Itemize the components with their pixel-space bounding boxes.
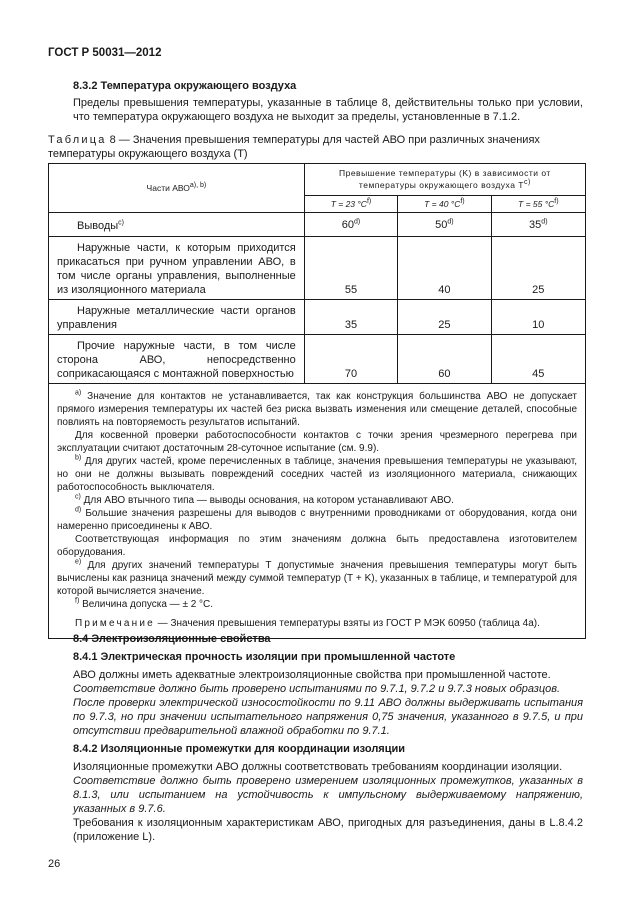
header-parts bbox=[49, 164, 305, 213]
footnote-b bbox=[57, 455, 577, 494]
row-value: 25 bbox=[491, 237, 585, 300]
header-t55 bbox=[491, 196, 585, 213]
table-row bbox=[49, 335, 586, 384]
table-notes-row bbox=[49, 384, 586, 639]
value: 60 bbox=[341, 218, 354, 231]
value: 35 bbox=[529, 218, 542, 231]
row-part bbox=[49, 213, 305, 237]
row-value bbox=[304, 213, 397, 237]
row-value: 10 bbox=[491, 300, 585, 335]
page-number: 26 bbox=[48, 858, 61, 870]
subsection-title: 8.4.1 Электрическая прочность изоляции при промышленной частоте bbox=[73, 651, 456, 663]
footnote-ref: f) bbox=[460, 198, 465, 206]
footnote-text: Для других значений температуры T допустимые значения превышения температуры могут быть вычислены как разница значений между суммой температур (T + K), указанных в таблице, и температурой для которой вычисляется значение. bbox=[57, 560, 577, 597]
footnote-mark: b) bbox=[75, 454, 82, 462]
header-t23 bbox=[304, 196, 397, 213]
footnote-text: Для других частей, кроме перечисленных в таблице, значения превышения температуры не указывают, но они не должны вызывать повреждений соседних частей из изоляционного материала, снижающих работоспособность выключателя. bbox=[57, 456, 577, 493]
row-value bbox=[491, 213, 585, 237]
paragraph: Соответствие должно быть проверено измерением изоляционных промежутков, указанных в 8.1.3, или испытанием на устойчивость к импульсному выдерживаемому напряжению, указанных в 9.7.6. bbox=[73, 775, 583, 815]
footnote-d-cont: Соответствующая информация по этим значениям должна быть предоставлена изготовителем оборудования. bbox=[57, 534, 577, 558]
footnote-ref: f) bbox=[366, 198, 372, 206]
footnote-ref: f) bbox=[554, 198, 559, 206]
row-value: 35 bbox=[304, 300, 397, 335]
row-value: 55 bbox=[304, 237, 397, 300]
footnote-ref: d) bbox=[447, 217, 454, 225]
footnote-ref: a), b) bbox=[189, 182, 207, 190]
row-part: Прочие наружные части, в том числе сторона АВО, непосредственно соприкасающаяся с монтажной поверхностью bbox=[49, 335, 305, 384]
header-parts-label: Части АВО bbox=[146, 183, 190, 193]
header-rise-label: Превышение температуры (K) в зависимости от температуры окружающего воздуха T bbox=[338, 168, 551, 190]
row-value: 70 bbox=[304, 335, 397, 384]
footnote-d bbox=[57, 507, 577, 533]
table-notes bbox=[49, 384, 586, 639]
footnote-ref: d) bbox=[541, 217, 548, 225]
footnote-text: Величина допуска — ± 2 °C. bbox=[82, 599, 214, 610]
table-row bbox=[49, 237, 586, 300]
row-value: 60 bbox=[398, 335, 491, 384]
table-row bbox=[49, 300, 586, 335]
section-title: 8.3.2 Температура окружающего воздуха bbox=[73, 80, 297, 92]
section-title: 8.4 Электроизоляционные свойства bbox=[73, 633, 271, 645]
table-caption-label: Таблица bbox=[48, 134, 107, 146]
paragraph: Изоляционные промежутки АВО должны соответствовать требованиям координации изоляции. bbox=[73, 761, 563, 773]
row-value: 40 bbox=[398, 237, 491, 300]
row-value: 45 bbox=[491, 335, 585, 384]
section-8-3-2 bbox=[73, 79, 583, 124]
note-label: Примечание bbox=[75, 618, 155, 629]
paragraph: Требования к изоляционным характеристикам АВО, пригодных для разъединения, даны в L.8.4.2 (приложение L). bbox=[73, 817, 583, 843]
footnote-a bbox=[57, 390, 577, 429]
footnote-ref: c) bbox=[523, 179, 531, 187]
footnote-e bbox=[57, 559, 577, 598]
paragraph: После проверки электрической износостойкости по 9.11 АВО должны выдерживать испытания по 9.7.3, но при значении испытательного напряжения 0,75 значения, указанного в 9.7.5, и при отсутствии предварительной влажной обработки по 9.7.1. bbox=[73, 697, 583, 737]
footnote-mark: e) bbox=[75, 558, 82, 566]
footnote-text: Для АВО втычного типа — выводы основания, на котором устанавливают АВО. bbox=[83, 495, 454, 506]
paragraph: Пределы превышения температуры, указанные в таблице 8, действительны только при условии, что температура окружающего воздуха не выходит за пределы, установленные в 7.1.2. bbox=[73, 97, 583, 123]
row-part: Наружные части, к которым приходится прикасаться при ручном управлении АВО, в том числе органы управления, выполненные из изоляционного материала bbox=[49, 237, 305, 300]
footnote-mark: f) bbox=[75, 597, 80, 605]
paragraph: АВО должны иметь адекватные электроизоляционные свойства при промышленной частоте. bbox=[73, 669, 551, 681]
footnote-f bbox=[57, 598, 577, 611]
footnote-text: Значение для контактов не устанавливается, так как конструкция большинства АВО не допускает прямого измерения температуры их частей без риска вызвать изменения или смещение деталей, способные повлиять на повторяемость результатов испытаний. bbox=[57, 391, 577, 428]
header-t23-label: T = 23 °C bbox=[330, 199, 367, 209]
note-text: — Значения превышения температуры взяты из ГОСТ Р МЭК 60950 (таблица 4a). bbox=[157, 618, 540, 629]
table-caption bbox=[48, 133, 586, 161]
document-header: ГОСТ Р 50031—2012 bbox=[48, 47, 162, 59]
header-rise bbox=[304, 164, 585, 196]
footnote-mark: d) bbox=[75, 506, 82, 514]
table-row bbox=[49, 213, 586, 237]
footnote-ref: c) bbox=[118, 218, 125, 226]
temperature-rise-table bbox=[48, 163, 586, 639]
footnote-ref: d) bbox=[353, 217, 361, 225]
header-t55-label: T = 55 °C bbox=[518, 199, 555, 209]
header-t40 bbox=[398, 196, 491, 213]
header-t40-label: T = 40 °C bbox=[424, 199, 461, 209]
footnote-mark: c) bbox=[75, 493, 81, 501]
table-caption-text: 8 — Значения превышения температуры для частей АВО при различных значениях температуры окружающего воздуха (T) bbox=[48, 134, 540, 160]
paragraph: Соответствие должно быть проверено испытаниями по 9.7.1, 9.7.2 и 9.7.3 новых образцов. bbox=[73, 683, 561, 695]
footnote-text: Большие значения разрешены для выводов с внутренними проводниками от оборудования, когда они намеренно присоединены к АВО. bbox=[57, 508, 577, 532]
row-part: Наружные металлические части органов управления bbox=[49, 300, 305, 335]
footnote-a-cont: Для косвенной проверки работоспособности контактов с точки зрения чрезмерного перегрева при эксплуатации считают достаточным 28-суточное испытание (см. 9.9). bbox=[57, 430, 577, 454]
section-8-4 bbox=[73, 632, 583, 844]
row-value bbox=[398, 213, 491, 237]
footnote-mark: a) bbox=[75, 389, 82, 397]
row-value: 25 bbox=[398, 300, 491, 335]
row-part-label: Выводы bbox=[77, 219, 119, 232]
table-note bbox=[57, 617, 577, 630]
value: 50 bbox=[435, 218, 448, 231]
subsection-title: 8.4.2 Изоляционные промежутки для координации изоляции bbox=[73, 743, 406, 755]
footnote-c bbox=[57, 494, 577, 507]
